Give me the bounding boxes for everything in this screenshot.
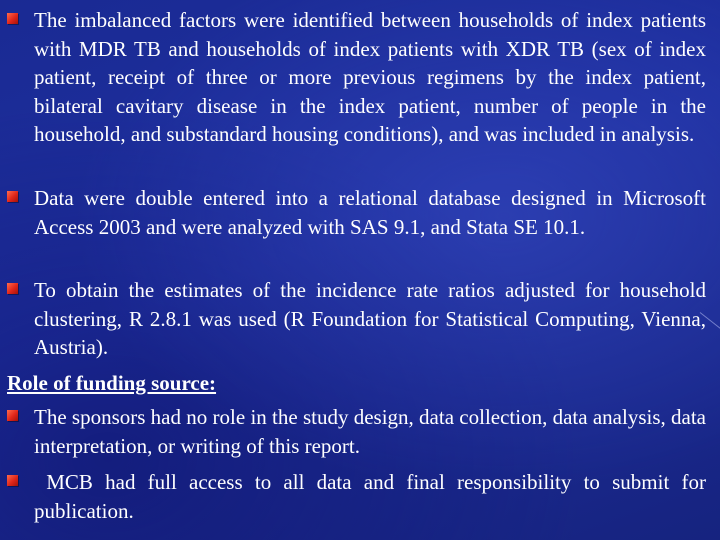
bullet-text-sponsors: The sponsors had no role in the study design, data collection, data analysis, data interpretation, or writing of this report. (34, 405, 706, 458)
section-heading-funding: Role of funding source: (7, 371, 217, 395)
bullet-text-data-entry: Data were double entered into a relational database designed in Microsoft Access 2003 and were analyzed with SAS 9.1, and Stata SE 10.1. (34, 186, 706, 239)
bullet-square-icon (7, 191, 18, 202)
bullet-text-incidence-rate: To obtain the estimates of the incidence rate ratios adjusted for household clustering, R 2.8.1 was used (R Foundation for Statistical Computing, Vienna, Austria). (34, 278, 706, 359)
bullet-square-icon (7, 283, 18, 294)
bullet-text-mcb-access: MCB had full access to all data and final responsibility to submit for publication. (34, 470, 712, 523)
bullet-square-icon (7, 410, 18, 421)
bullet-square-icon (7, 475, 18, 486)
bullet-text-imbalanced-factors: The imbalanced factors were identified between households of index patients with MDR TB and households of index patients with XDR TB (sex of index patient, receipt of three or more previous regimens by the index patient, bilateral cavitary disease in the index patient, number of people in the household, and substandard housing conditions), and was included in analysis. (34, 8, 706, 146)
bullet-square-icon (7, 13, 18, 24)
